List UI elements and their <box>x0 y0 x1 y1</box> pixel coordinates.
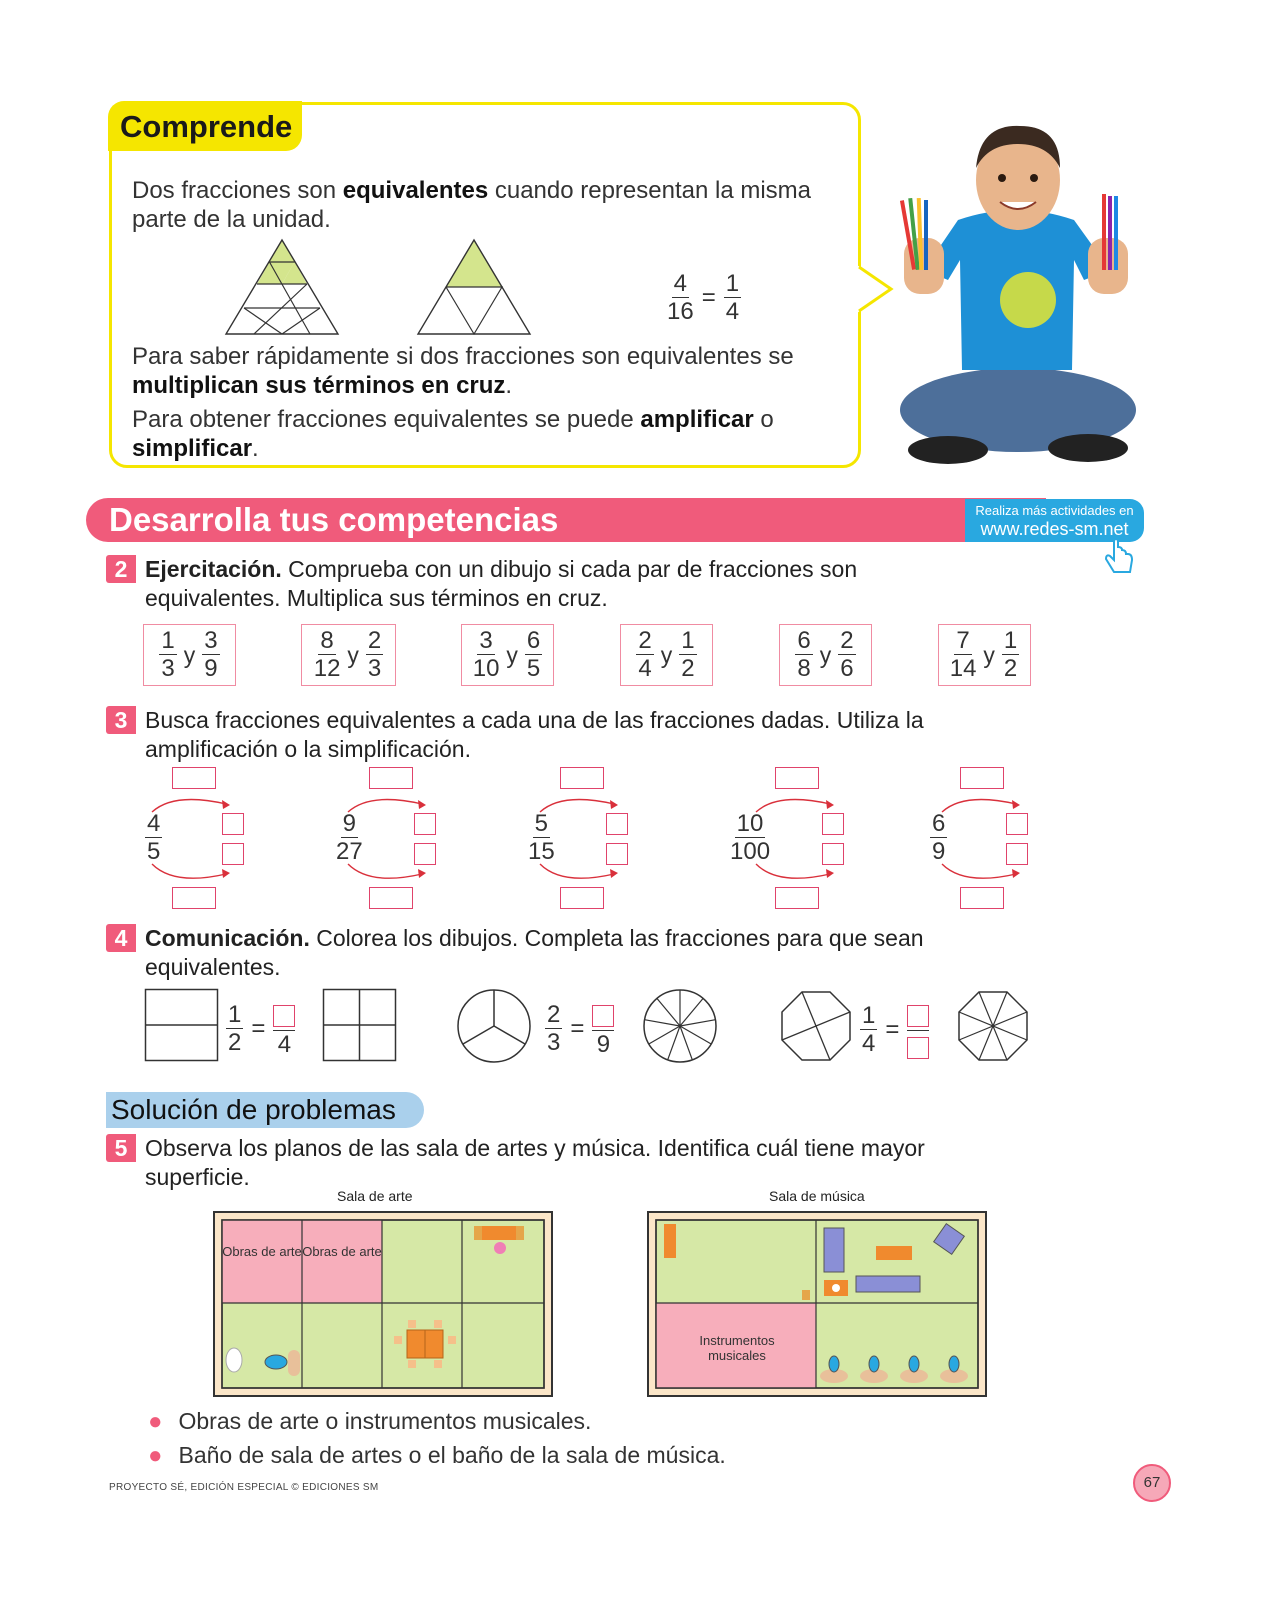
fraction-pair-box[interactable]: $\frac{8}{12}$ y $\frac{2}{3}$ <box>301 624 396 686</box>
page-number: 67 <box>1133 1464 1171 1502</box>
factor-input-top[interactable] <box>369 767 413 789</box>
numerator-input[interactable] <box>907 1005 929 1027</box>
denominator-input[interactable] <box>222 843 244 865</box>
numerator-input[interactable] <box>273 1005 295 1027</box>
fraction-pair-box[interactable]: $\frac{7}{14}$ y $\frac{1}{2}$ <box>938 624 1031 686</box>
factor-input-bottom[interactable] <box>960 887 1004 909</box>
denominator-input[interactable] <box>1006 843 1028 865</box>
solucion-header: Solución de problemas <box>106 1092 424 1128</box>
fraction-pair-box[interactable]: $\frac{1}{3}$ y $\frac{3}{9}$ <box>143 624 236 686</box>
numerator-input[interactable] <box>414 813 436 835</box>
numerator-input[interactable] <box>606 813 628 835</box>
comprende-paragraph-3: Para obtener fracciones equivalentes se puede amplificar o simplificar. <box>132 406 774 462</box>
fraction: $\frac{1}{4}$ <box>725 270 740 325</box>
factor-input-top[interactable] <box>560 767 604 789</box>
redes-link[interactable]: Realiza más actividades en www.redes-sm.net <box>965 499 1144 542</box>
instrumentos-label: Instrumentos musicales <box>699 1333 775 1363</box>
triangle-sixteenths-figure <box>224 238 340 336</box>
equivalence-2: $\frac{2}{3}$ = 9 <box>545 999 614 1059</box>
plan-musica-caption: Sala de música <box>769 1188 865 1204</box>
section-header: Desarrolla tus competencias <box>86 498 1046 542</box>
numerator-input[interactable] <box>822 813 844 835</box>
exercise-number-4: 4 <box>106 924 136 952</box>
hand-pointer-icon <box>1102 538 1138 578</box>
rectangle-halves-figure[interactable] <box>144 988 220 1062</box>
given-fraction: $\frac{9}{27}$ <box>336 810 363 865</box>
octagon-eighths-figure[interactable] <box>957 990 1029 1062</box>
comprende-equation: $\frac{4}{16}$ = $\frac{1}{4}$ <box>667 270 740 325</box>
factor-input-bottom[interactable] <box>172 887 216 909</box>
option-bullet: ● Obras de arte o instrumentos musicales. <box>148 1408 592 1435</box>
given-fraction: $\frac{5}{15}$ <box>528 810 555 865</box>
triangle-quarters-figure <box>416 238 532 336</box>
footer-credit: PROYECTO SÉ, EDICIÓN ESPECIAL © EDICIONES SM <box>109 1482 379 1493</box>
given-fraction: $\frac{10}{100}$ <box>730 810 771 865</box>
circle-ninths-figure[interactable] <box>642 988 718 1064</box>
obras-arte-label: Obras de arte <box>302 1244 382 1259</box>
fraction: $\frac{4}{16}$ <box>667 270 694 325</box>
comprende-paragraph-1: Dos fracciones son equivalentes cuando representan la misma parte de la unidad. <box>132 177 812 233</box>
circle-thirds-figure[interactable] <box>456 988 532 1064</box>
option-bullet: ● Baño de sala de artes o el baño de la sala de música. <box>148 1442 726 1469</box>
sala-musica-plan <box>646 1210 988 1398</box>
exercise-5-statement: Observa los planos de las sala de artes y música. Identifica cuál tiene mayor superficie. <box>145 1135 925 1190</box>
denominator-input[interactable] <box>606 843 628 865</box>
given-fraction: $\frac{4}{5}$ <box>147 810 161 865</box>
fraction-pair-box[interactable]: $\frac{6}{8}$ y $\frac{2}{6}$ <box>779 624 872 686</box>
factor-input-bottom[interactable] <box>775 887 819 909</box>
numerator-input[interactable] <box>1006 813 1028 835</box>
square-quarters-figure[interactable] <box>322 988 398 1062</box>
equivalence-3: $\frac{1}{4}$ = <box>860 999 929 1061</box>
numerator-input[interactable] <box>592 1005 614 1027</box>
exercise-4-statement: Comunicación. Colorea los dibujos. Completa las fracciones para que sean equivalentes. <box>145 925 924 980</box>
factor-input-top[interactable] <box>775 767 819 789</box>
comprende-paragraph-2: Para saber rápidamente si dos fracciones son equivalentes se multiplican sus términos en cruz. <box>132 343 794 399</box>
exercise-number-5: 5 <box>106 1134 136 1162</box>
denominator-input[interactable] <box>822 843 844 865</box>
sala-arte-plan <box>212 1210 554 1398</box>
exercise-3-statement: Busca fracciones equivalentes a cada una de las fracciones dadas. Utiliza la amplificación o la simplificación. <box>145 707 924 762</box>
numerator-input[interactable] <box>222 813 244 835</box>
fraction-pair-box[interactable]: $\frac{2}{4}$ y $\frac{1}{2}$ <box>620 624 713 686</box>
exercise-number-3: 3 <box>106 706 136 734</box>
equivalence-1: $\frac{1}{2}$ = 4 <box>226 999 295 1059</box>
factor-input-top[interactable] <box>960 767 1004 789</box>
factor-input-bottom[interactable] <box>369 887 413 909</box>
plan-arte-caption: Sala de arte <box>337 1188 413 1204</box>
octagon-quarters-figure[interactable] <box>780 990 852 1062</box>
obras-arte-label: Obras de arte <box>222 1244 302 1259</box>
given-fraction: $\frac{6}{9}$ <box>932 810 946 865</box>
factor-input-bottom[interactable] <box>560 887 604 909</box>
exercise-number-2: 2 <box>106 555 136 583</box>
comprende-title: Comprende <box>108 101 302 151</box>
child-photo <box>888 120 1144 482</box>
denominator-input[interactable] <box>414 843 436 865</box>
factor-input-top[interactable] <box>172 767 216 789</box>
denominator-input[interactable] <box>907 1037 929 1059</box>
amplify-arrows <box>934 790 1029 888</box>
exercise-2-statement: Ejercitación. Comprueba con un dibujo si cada par de fracciones son equivalentes. Multiplica sus términos en cruz. <box>145 556 858 611</box>
fraction-pair-box[interactable]: $\frac{3}{10}$ y $\frac{6}{5}$ <box>461 624 554 686</box>
